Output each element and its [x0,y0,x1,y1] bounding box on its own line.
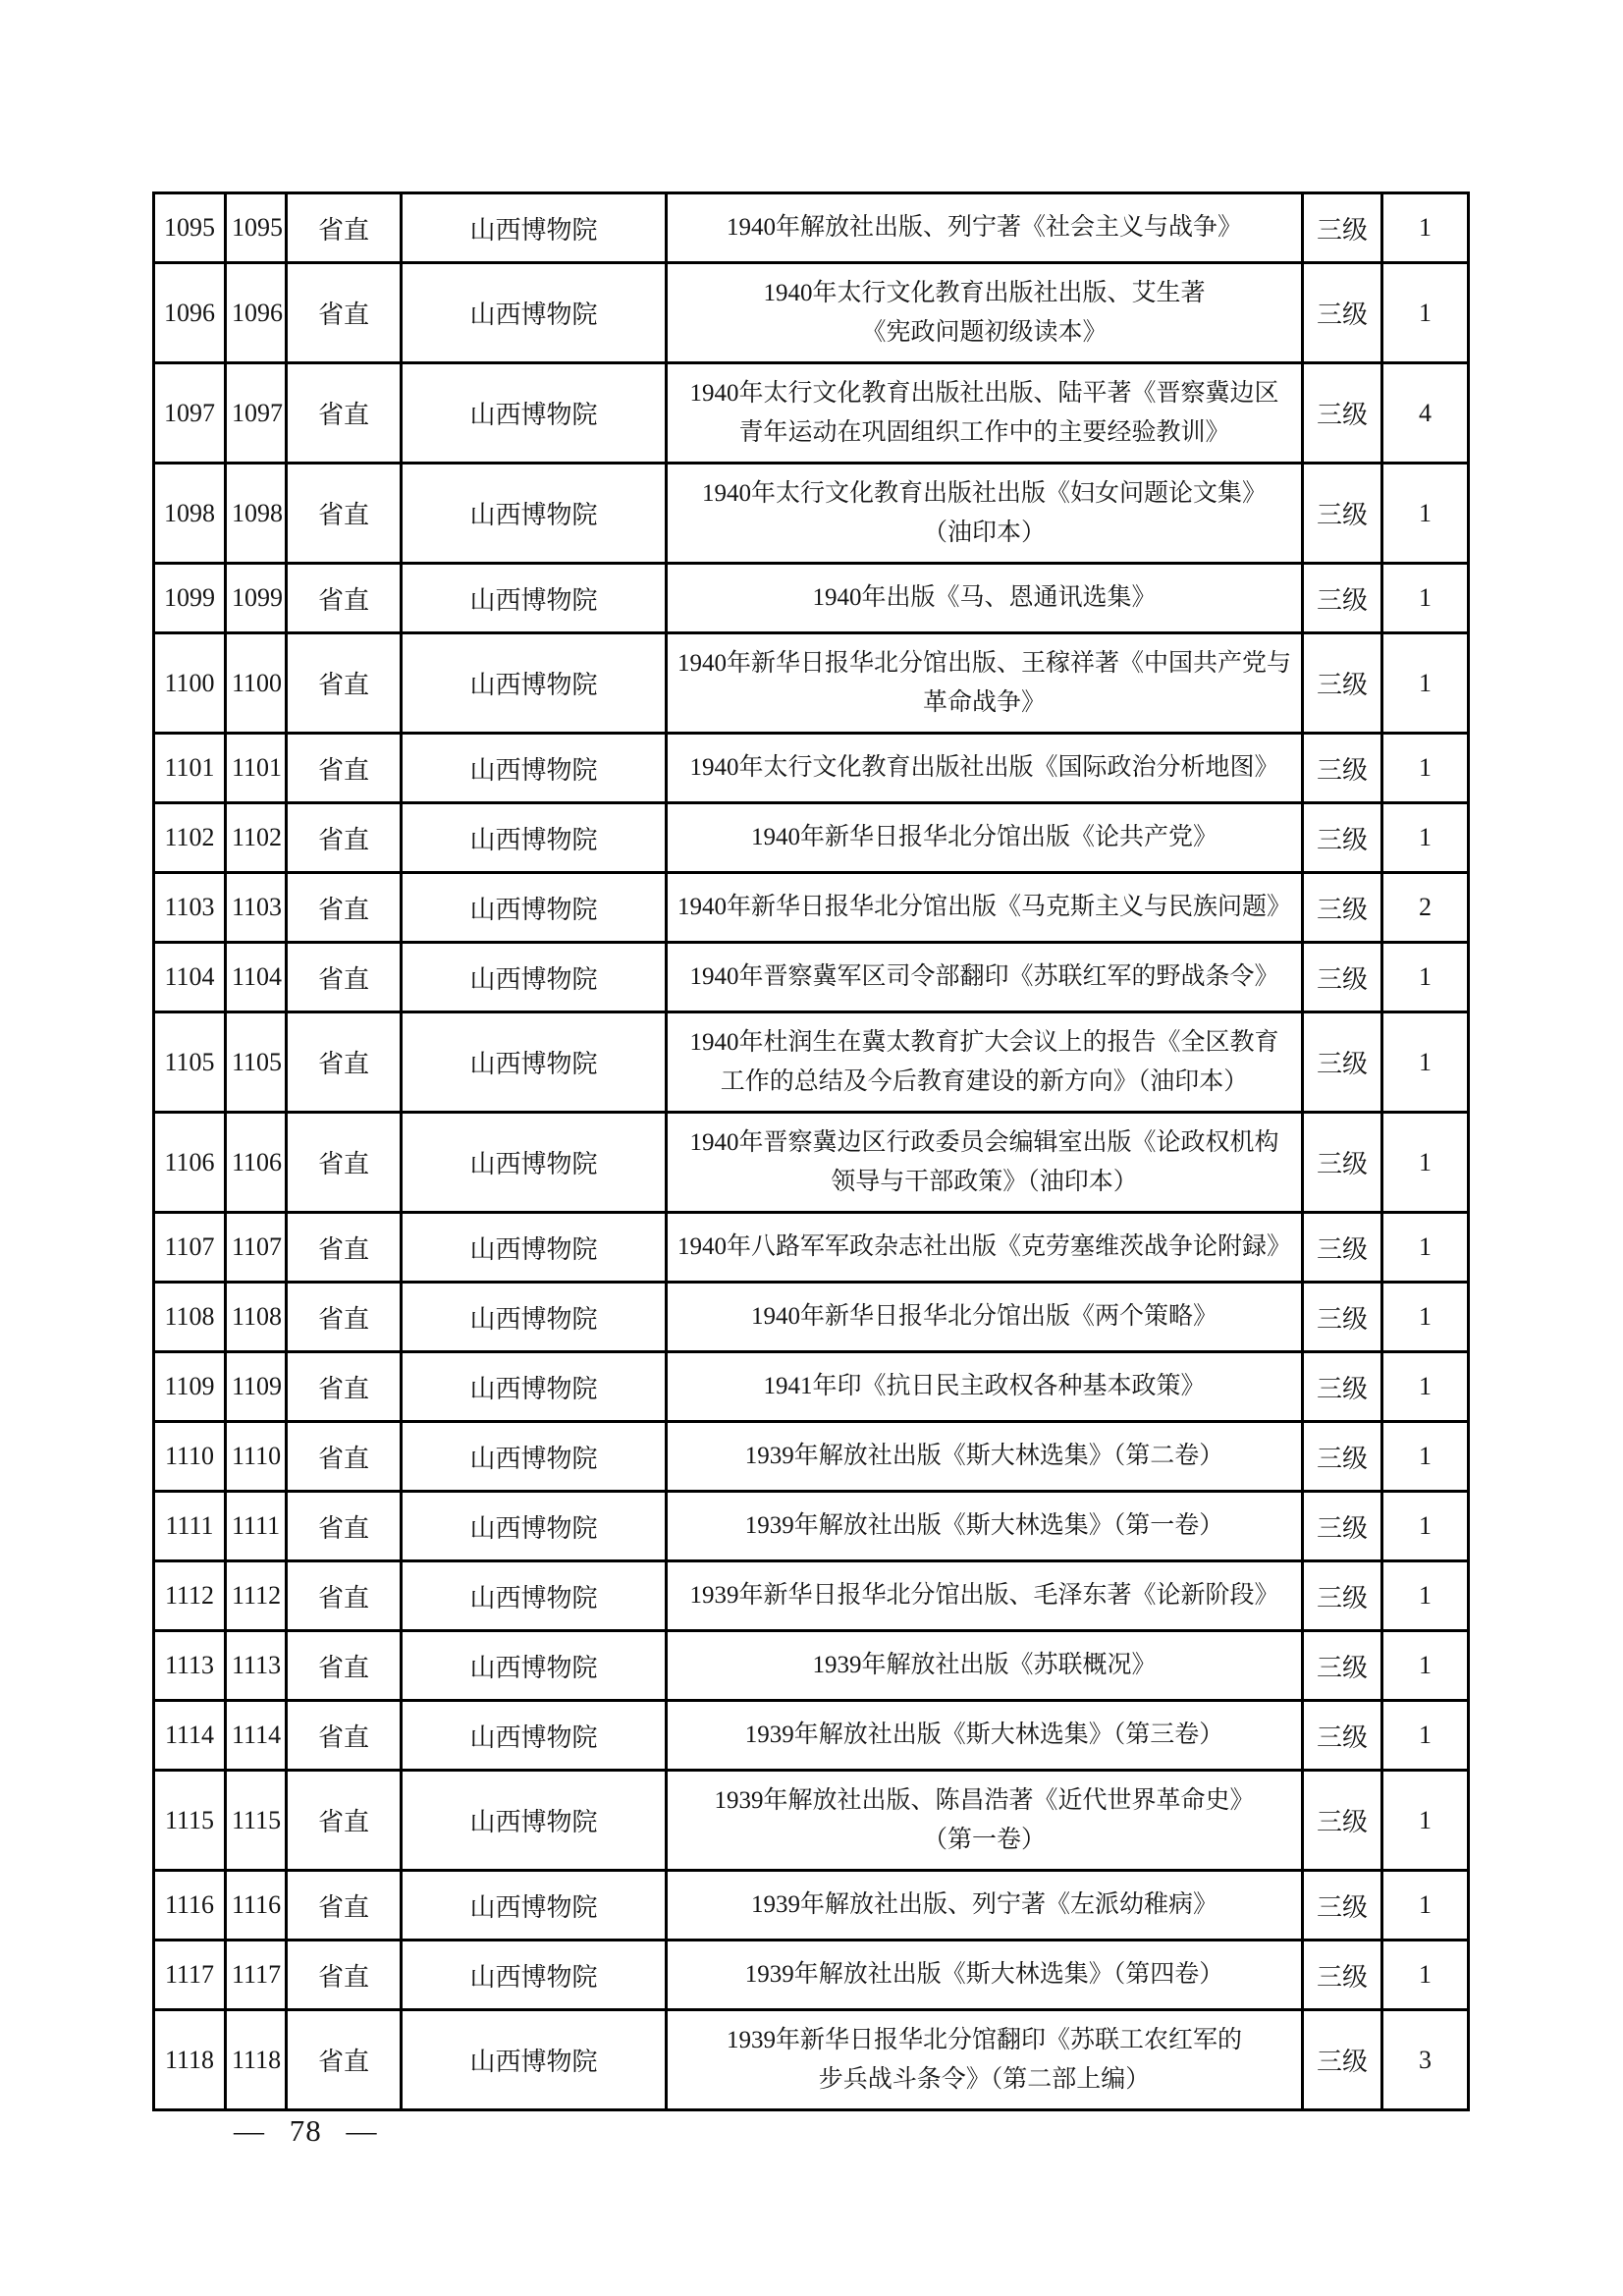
relic-list-table [152,191,1470,2111]
cell-collection-unit: 山西博物院 [402,1941,667,2010]
cell-sequence-number-2: 1113 [226,1631,287,1701]
cell-sequence-number: 1105 [154,1012,226,1113]
relic-name-line: （第一卷） [922,1826,1046,1853]
cell-affiliation: 省直 [287,1631,402,1701]
relic-name-line: 1940年晋察冀军区司令部翻印《苏联红军的野战条令》 [689,963,1279,990]
cell-collection-unit: 山西博物院 [402,803,667,873]
cell-relic-name [667,734,1303,803]
cell-quantity: 3 [1382,2010,1469,2110]
table-row [154,1492,1469,1561]
cell-relic-name [667,803,1303,873]
cell-sequence-number: 1116 [154,1871,226,1941]
cell-relic-name [667,1701,1303,1771]
cell-quantity: 1 [1382,1561,1469,1631]
cell-sequence-number-2: 1097 [226,363,287,464]
relic-name-line: 工作的总结及今后教育建设的新方向》（油印本） [720,1067,1249,1095]
cell-collection-unit: 山西博物院 [402,1352,667,1422]
table-row [154,943,1469,1012]
table-row [154,1113,1469,1213]
cell-sequence-number-2: 1107 [226,1213,287,1283]
cell-relic-name [667,1422,1303,1492]
cell-affiliation: 省直 [287,1561,402,1631]
cell-sequence-number-2: 1098 [226,464,287,564]
cell-grade: 三级 [1303,943,1382,1012]
cell-relic-name [667,1941,1303,2010]
cell-quantity: 1 [1382,1012,1469,1113]
cell-collection-unit: 山西博物院 [402,943,667,1012]
cell-sequence-number: 1103 [154,873,226,943]
table-row [154,564,1469,633]
relic-name-line: 1940年晋察冀边区行政委员会编辑室出版《论政权机构 [689,1128,1279,1156]
cell-relic-name [667,263,1303,363]
cell-grade: 三级 [1303,1871,1382,1941]
cell-affiliation: 省直 [287,193,402,263]
relic-name-line: 1941年印《抗日民主政权各种基本政策》 [763,1373,1206,1399]
cell-collection-unit: 山西博物院 [402,564,667,633]
relic-name-line: 步兵战斗条令》（第二部上编） [818,2065,1151,2093]
cell-grade: 三级 [1303,803,1382,873]
cell-grade: 三级 [1303,564,1382,633]
cell-collection-unit: 山西博物院 [402,1422,667,1492]
cell-affiliation: 省直 [287,564,402,633]
cell-sequence-number-2: 1096 [226,263,287,363]
relic-name-line: 1939年解放社出版、陈昌浩著《近代世界革命史》 [714,1786,1255,1814]
relic-name-line: 1940年太行文化教育出版社出版、陆平著《晋察冀边区 [689,379,1279,407]
cell-sequence-number: 1106 [154,1113,226,1213]
table-row [154,1941,1469,2010]
cell-affiliation: 省直 [287,1113,402,1213]
cell-grade: 三级 [1303,633,1382,734]
cell-grade: 三级 [1303,1012,1382,1113]
cell-relic-name [667,873,1303,943]
cell-sequence-number-2: 1110 [226,1422,287,1492]
relic-name-line: 1939年解放社出版《斯大林选集》（第三卷） [744,1722,1224,1748]
cell-grade: 三级 [1303,1631,1382,1701]
cell-collection-unit: 山西博物院 [402,1113,667,1213]
cell-sequence-number: 1095 [154,193,226,263]
relic-name-line: 1940年新华日报华北分馆出版《两个策略》 [750,1303,1217,1330]
cell-sequence-number-2: 1103 [226,873,287,943]
relic-name-line: 1939年解放社出版《苏联概况》 [812,1652,1157,1678]
cell-grade: 三级 [1303,1352,1382,1422]
cell-quantity: 1 [1382,1113,1469,1213]
cell-collection-unit: 山西博物院 [402,734,667,803]
cell-affiliation: 省直 [287,1701,402,1771]
relic-name-line: （油印本） [922,519,1046,546]
cell-grade: 三级 [1303,1492,1382,1561]
cell-sequence-number: 1108 [154,1283,226,1352]
cell-sequence-number-2: 1105 [226,1012,287,1113]
cell-grade: 三级 [1303,1941,1382,2010]
cell-quantity: 1 [1382,943,1469,1012]
cell-grade: 三级 [1303,1561,1382,1631]
relic-name-line: 1940年出版《马、恩通讯选集》 [812,584,1157,611]
cell-sequence-number-2: 1109 [226,1352,287,1422]
cell-relic-name [667,363,1303,464]
cell-affiliation: 省直 [287,1283,402,1352]
cell-sequence-number-2: 1100 [226,633,287,734]
cell-sequence-number: 1111 [154,1492,226,1561]
cell-quantity: 1 [1382,633,1469,734]
relic-name-line: 青年运动在巩固组织工作中的主要经验教训》 [738,418,1230,446]
relic-name-line: 1940年新华日报华北分馆出版《马克斯主义与民族问题》 [676,894,1291,920]
cell-relic-name [667,464,1303,564]
cell-grade: 三级 [1303,1422,1382,1492]
cell-quantity: 1 [1382,1422,1469,1492]
table-row [154,263,1469,363]
cell-sequence-number: 1117 [154,1941,226,2010]
cell-sequence-number: 1109 [154,1352,226,1422]
cell-affiliation: 省直 [287,263,402,363]
cell-affiliation: 省直 [287,1941,402,2010]
cell-sequence-number: 1097 [154,363,226,464]
cell-collection-unit: 山西博物院 [402,1701,667,1771]
relic-name-line: 1940年新华日报华北分馆出版、王稼祥著《中国共产党与 [676,649,1291,677]
table-row [154,1631,1469,1701]
relic-name-line: 1940年太行文化教育出版社出版、艾生著 [763,279,1206,306]
cell-quantity: 1 [1382,803,1469,873]
table-row [154,363,1469,464]
cell-relic-name [667,1561,1303,1631]
cell-grade: 三级 [1303,1113,1382,1213]
table-row [154,633,1469,734]
cell-collection-unit: 山西博物院 [402,1283,667,1352]
cell-grade: 三级 [1303,1283,1382,1352]
relic-name-line: 1939年解放社出版《斯大林选集》（第一卷） [744,1512,1224,1539]
cell-sequence-number: 1104 [154,943,226,1012]
cell-sequence-number: 1114 [154,1701,226,1771]
relic-name-line: 1940年八路军军政杂志社出版《克劳塞维茨战争论附録》 [676,1233,1291,1260]
cell-collection-unit: 山西博物院 [402,873,667,943]
cell-grade: 三级 [1303,1701,1382,1771]
cell-sequence-number: 1110 [154,1422,226,1492]
cell-relic-name [667,943,1303,1012]
cell-sequence-number-2: 1117 [226,1941,287,2010]
cell-quantity: 1 [1382,564,1469,633]
cell-relic-name [667,1012,1303,1113]
cell-quantity: 1 [1382,1213,1469,1283]
cell-relic-name [667,633,1303,734]
cell-quantity: 1 [1382,1771,1469,1871]
table-row [154,464,1469,564]
cell-sequence-number-2: 1101 [226,734,287,803]
cell-quantity: 1 [1382,1492,1469,1561]
cell-relic-name [667,193,1303,263]
relic-name-line: 领导与干部政策》（油印本） [831,1168,1138,1195]
cell-sequence-number: 1113 [154,1631,226,1701]
cell-sequence-number-2: 1112 [226,1561,287,1631]
cell-sequence-number: 1115 [154,1771,226,1871]
cell-sequence-number-2: 1118 [226,2010,287,2110]
table-row [154,1352,1469,1422]
cell-collection-unit: 山西博物院 [402,1561,667,1631]
cell-affiliation: 省直 [287,1012,402,1113]
cell-collection-unit: 山西博物院 [402,193,667,263]
cell-quantity: 1 [1382,193,1469,263]
table-body [154,193,1469,2110]
cell-relic-name [667,1352,1303,1422]
table-row [154,1701,1469,1771]
cell-affiliation: 省直 [287,873,402,943]
relic-name-line: 1940年杜润生在冀太教育扩大会议上的报告《全区教育 [689,1028,1279,1056]
cell-affiliation: 省直 [287,734,402,803]
cell-quantity: 1 [1382,263,1469,363]
cell-quantity: 1 [1382,734,1469,803]
cell-collection-unit: 山西博物院 [402,633,667,734]
relic-name-line: 1939年解放社出版《斯大林选集》（第二卷） [744,1443,1224,1469]
table-row [154,193,1469,263]
cell-relic-name [667,1213,1303,1283]
cell-sequence-number: 1107 [154,1213,226,1283]
relic-name-line: 1940年新华日报华北分馆出版《论共产党》 [750,824,1217,850]
cell-grade: 三级 [1303,363,1382,464]
cell-grade: 三级 [1303,2010,1382,2110]
table-row [154,1283,1469,1352]
cell-quantity: 1 [1382,1871,1469,1941]
cell-affiliation: 省直 [287,943,402,1012]
cell-affiliation: 省直 [287,363,402,464]
cell-quantity: 1 [1382,1352,1469,1422]
cell-sequence-number-2: 1095 [226,193,287,263]
cell-sequence-number: 1096 [154,263,226,363]
cell-quantity: 1 [1382,464,1469,564]
cell-collection-unit: 山西博物院 [402,2010,667,2110]
cell-sequence-number-2: 1114 [226,1701,287,1771]
cell-grade: 三级 [1303,193,1382,263]
relic-name-line: 1939年解放社出版、列宁著《左派幼稚病》 [750,1891,1217,1918]
cell-sequence-number: 1102 [154,803,226,873]
table-row [154,734,1469,803]
cell-grade: 三级 [1303,1771,1382,1871]
cell-sequence-number: 1100 [154,633,226,734]
cell-affiliation: 省直 [287,803,402,873]
cell-collection-unit: 山西博物院 [402,1871,667,1941]
cell-relic-name [667,564,1303,633]
table-row [154,1771,1469,1871]
table-row [154,1422,1469,1492]
cell-quantity: 2 [1382,873,1469,943]
cell-collection-unit: 山西博物院 [402,1213,667,1283]
cell-affiliation: 省直 [287,1771,402,1871]
cell-sequence-number-2: 1106 [226,1113,287,1213]
cell-collection-unit: 山西博物院 [402,1631,667,1701]
cell-affiliation: 省直 [287,1213,402,1283]
cell-quantity: 1 [1382,1631,1469,1701]
cell-relic-name [667,1492,1303,1561]
cell-sequence-number: 1112 [154,1561,226,1631]
cell-sequence-number: 1098 [154,464,226,564]
cell-collection-unit: 山西博物院 [402,263,667,363]
table-row [154,873,1469,943]
cell-grade: 三级 [1303,464,1382,564]
cell-collection-unit: 山西博物院 [402,464,667,564]
cell-sequence-number-2: 1116 [226,1871,287,1941]
cell-sequence-number-2: 1099 [226,564,287,633]
relic-name-line: 1940年太行文化教育出版社出版《国际政治分析地图》 [689,754,1279,781]
cell-sequence-number-2: 1102 [226,803,287,873]
cell-quantity: 4 [1382,363,1469,464]
cell-quantity: 1 [1382,1941,1469,2010]
cell-quantity: 1 [1382,1283,1469,1352]
cell-relic-name [667,2010,1303,2110]
table-row [154,1213,1469,1283]
relic-name-line: 《宪政问题初级读本》 [861,318,1108,346]
cell-affiliation: 省直 [287,464,402,564]
cell-affiliation: 省直 [287,633,402,734]
cell-collection-unit: 山西博物院 [402,1012,667,1113]
cell-collection-unit: 山西博物院 [402,1771,667,1871]
cell-grade: 三级 [1303,1213,1382,1283]
relic-name-line: 1939年新华日报华北分馆出版、毛泽东著《论新阶段》 [689,1582,1279,1609]
cell-relic-name [667,1631,1303,1701]
cell-grade: 三级 [1303,873,1382,943]
table-row [154,1561,1469,1631]
relic-name-line: 革命战争》 [922,688,1046,716]
cell-affiliation: 省直 [287,1492,402,1561]
table-row [154,1012,1469,1113]
cell-sequence-number: 1118 [154,2010,226,2110]
cell-affiliation: 省直 [287,2010,402,2110]
relic-name-line: 1940年太行文化教育出版社出版《妇女问题论文集》 [701,479,1267,507]
table-row [154,1871,1469,1941]
cell-sequence-number: 1101 [154,734,226,803]
cell-sequence-number-2: 1115 [226,1771,287,1871]
relic-name-line: 1939年新华日报华北分馆翻印《苏联工农红军的 [726,2026,1242,2053]
cell-affiliation: 省直 [287,1871,402,1941]
cell-relic-name [667,1871,1303,1941]
cell-relic-name [667,1771,1303,1871]
cell-relic-name [667,1283,1303,1352]
cell-sequence-number-2: 1108 [226,1283,287,1352]
cell-affiliation: 省直 [287,1352,402,1422]
table-row [154,803,1469,873]
cell-collection-unit: 山西博物院 [402,1492,667,1561]
cell-quantity: 1 [1382,1701,1469,1771]
cell-sequence-number-2: 1111 [226,1492,287,1561]
cell-sequence-number-2: 1104 [226,943,287,1012]
cell-affiliation: 省直 [287,1422,402,1492]
cell-sequence-number: 1099 [154,564,226,633]
table-row [154,2010,1469,2110]
relic-name-line: 1940年解放社出版、列宁著《社会主义与战争》 [726,214,1242,241]
cell-grade: 三级 [1303,263,1382,363]
page-number: — 78 — [234,2113,378,2148]
cell-grade: 三级 [1303,734,1382,803]
cell-relic-name [667,1113,1303,1213]
cell-collection-unit: 山西博物院 [402,363,667,464]
relic-name-line: 1939年解放社出版《斯大林选集》（第四卷） [744,1961,1224,1988]
